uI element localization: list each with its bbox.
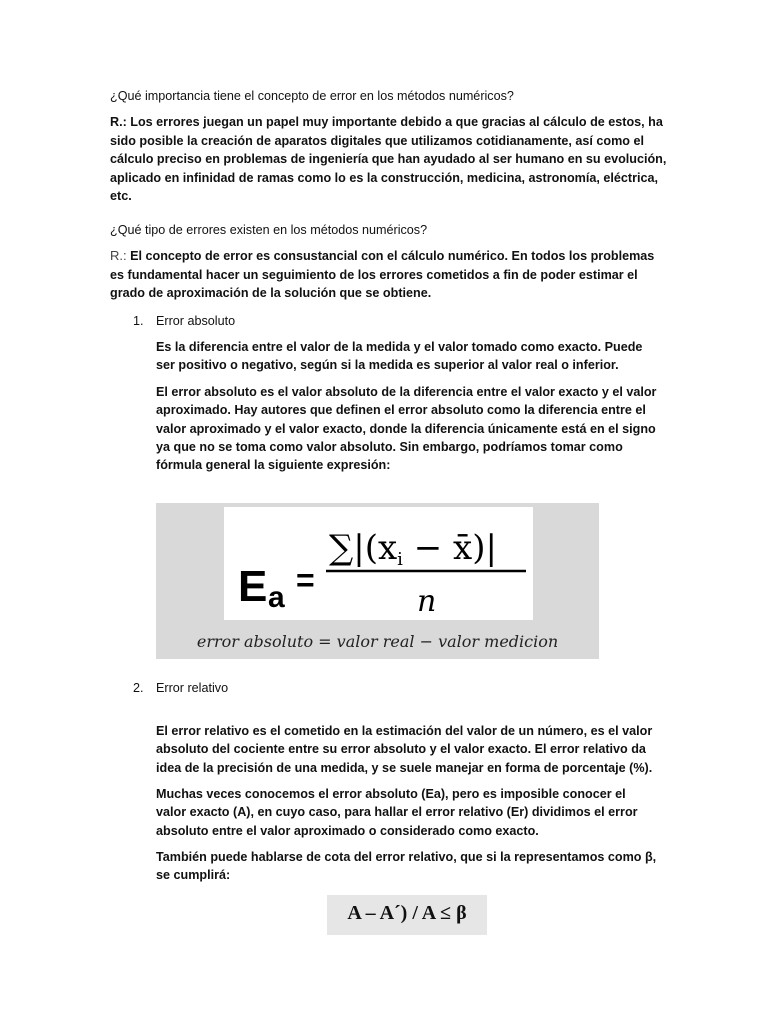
answer-prefix: R.: (110, 248, 127, 263)
answer-2 (110, 247, 670, 303)
formula-image (224, 507, 533, 620)
error-relativo-explanation: Muchas veces conocemos el error absoluto (Ea), pero es imposible conocer el valor exacto (A), en cuyo caso, para hallar el error relativo (Er) dividimos el error absoluto entre el valor aproximado o considerado como exacto. (156, 787, 638, 838)
formula-equals: = (296, 562, 315, 598)
formula-caption: error absoluto = valor real − valor medicion (196, 632, 559, 651)
error-absoluto-explanation: El error absoluto es el valor absoluto de la diferencia entre el valor exacto y el valor aproximado. Hay autores que definen el error absoluto como la diferencia entre el valor aproximado y el valor exacto, donde la diferencia únicamente está en el signo ya que no se toma como valor absoluto. Sin embargo, podríamos tomar como fórmula general la siguiente expresión: (156, 385, 657, 473)
cota-formula-figure (327, 895, 487, 935)
cota-formula: A – A´) / A ≤ β (347, 902, 467, 924)
formula-numerator: ∑|(xi − x̄)| (329, 528, 497, 570)
section-title-error-absoluto: Error absoluto (156, 314, 236, 328)
cota-error-relativo: También puede hablarse de cota del error relativo, que si la representamos como β, se cumplirá: (156, 850, 657, 883)
question-2: ¿Qué tipo de errores existen en los métodos numéricos? (110, 223, 428, 237)
formula-figure (156, 503, 599, 659)
formula-denominator: n (417, 584, 437, 619)
question-1: ¿Qué importancia tiene el concepto de error en los métodos numéricos? (110, 89, 514, 103)
formula-lhs: E (238, 562, 268, 611)
answer-1: R.: Los errores juegan un papel muy importante debido a que gracias al cálculo de estos, ha sido posible la creación de aparatos digitales que utilizamos cotidianamente, así como el cálculo preciso en problemas de ingeniería que han ayudado al ser humano en su evolución, aplicado en infinidad de ramas como lo es la construcción, medicina, astronomía, eléctrica, etc. (110, 115, 667, 203)
error-relativo-definition: El error relativo es el cometido en la estimación del valor de un número, es el valor absoluto del cociente entre su error absoluto y el valor exacto. El error relativo da idea de la precisión de una medida, y se suele manejar en forma de porcentaje (%). (156, 724, 653, 775)
answer-2-text: El concepto de error es consustancial con el cálculo numérico. En todos los problemas es fundamental hacer un seguimiento de los errores cometidos a fin de poder estimar el grado de aproximación de la solución que se obtiene. (110, 249, 655, 300)
formula-subscript: a (268, 581, 285, 614)
list-number-2: 2. (133, 681, 144, 695)
error-absoluto-definition: Es la diferencia entre el valor de la medida y el valor tomado como exacto. Puede ser positivo o negativo, según si la medida es superior al valor real o inferior. (156, 340, 643, 373)
list-number-1: 1. (133, 314, 144, 328)
section-title-error-relativo: Error relativo (156, 681, 229, 695)
